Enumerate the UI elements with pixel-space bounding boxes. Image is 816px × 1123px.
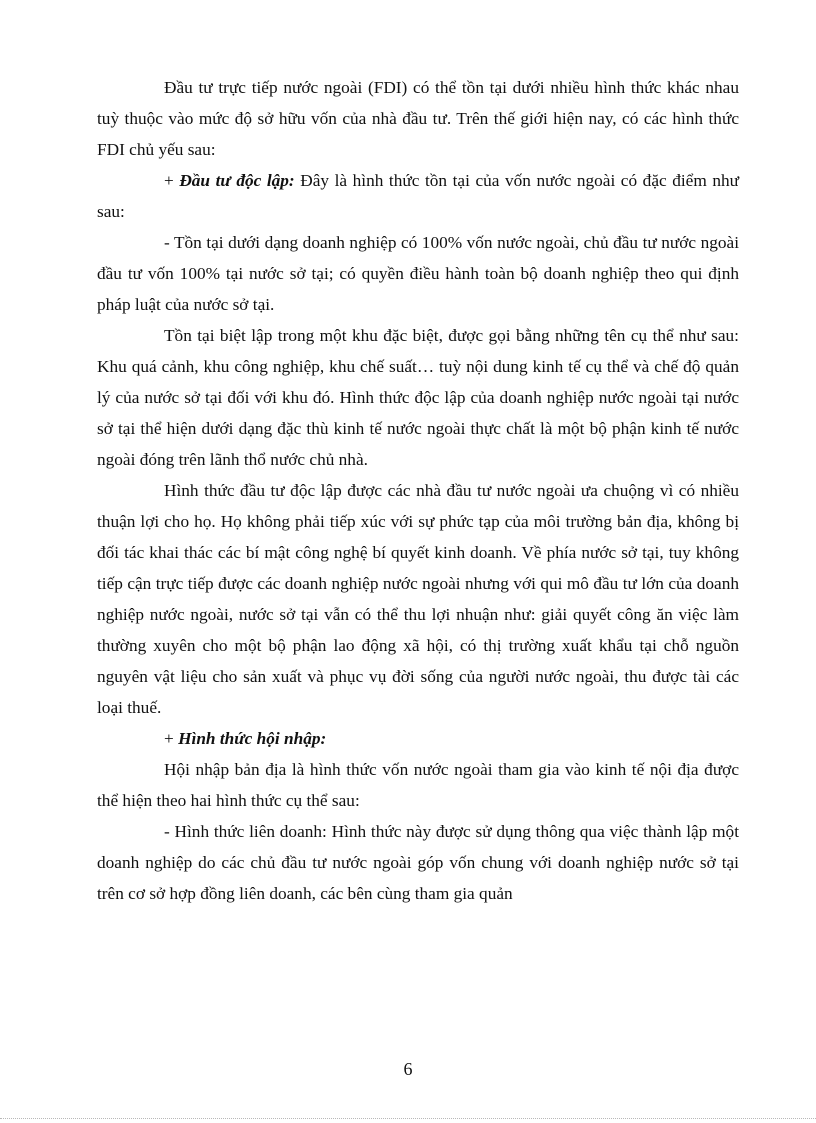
- paragraph-independent-benefits: Hình thức đầu tư độc lập được các nhà đầu tư nước ngoài ưa chuộng vì có nhiều thuận lợi cho họ. Họ không phải tiếp xúc với sự phức tạp của môi trường bản địa, không bị đối tác khai thác các bí mật công nghệ bí quyết kinh doanh. Về phía nước sở tại, tuy không tiếp cận trực tiếp được các doanh nghiệp nước ngoài nhưng với qui mô đầu tư lớn của doanh nghiệp nước ngoài, nước sở tại vẫn có thể thu lợi nhuận như: giải quyết công ăn việc làm thường xuyên cho một bộ phận lao động xã hội, có thị trường xuất khẩu tại chỗ nguồn nguyên vật liệu cho sản xuất và phục vụ đời sống của người nước ngoài, thu được tài các loại thuế.: [97, 481, 739, 717]
- paragraph-joint-venture: - Hình thức liên doanh: Hình thức này được sử dụng thông qua việc thành lập một doanh nghiệp do các chủ đầu tư nước ngoài góp vốn chung với doanh nghiệp nước sở tại trên cơ sở hợp đồng liên doanh, các bên cùng tham gia quản: [97, 822, 739, 903]
- body-text: [97, 72, 739, 909]
- paragraph-special-zones: Tồn tại biệt lập trong một khu đặc biệt, được gọi bằng những tên cụ thể như sau: Khu quá cảnh, khu công nghiệp, khu chế suất… tuỳ nội dung kinh tế cụ thể và chế độ quản lý của nước sở tại đối với khu đó. Hình thức độc lập của doanh nghiệp nước ngoài tại nước sở tại thể hiện dưới dạng đặc thù kinh tế nước ngoài thực chất là một bộ phận kinh tế nước ngoài đóng trên lãnh thổ nước chủ nhà.: [97, 326, 739, 469]
- bullet-prefix: +: [164, 171, 180, 190]
- heading-independent-investment: Đầu tư độc lập:: [179, 171, 295, 190]
- bullet-prefix: +: [164, 729, 179, 748]
- paragraph-100-percent-foreign: - Tồn tại dưới dạng doanh nghiệp có 100% vốn nước ngoài, chủ đầu tư nước ngoài đầu tư vốn 100% tại nước sở tại; có quyền điều hành toàn bộ doanh nghiệp theo qui định pháp luật của nước sở tại.: [97, 233, 739, 314]
- paragraph-integration-heading: [97, 723, 739, 754]
- heading-integration-form: Hình thức hội nhập:: [178, 729, 327, 748]
- page-number: 6: [403, 1059, 413, 1079]
- page-bottom-divider: [0, 1118, 816, 1119]
- paragraph-integration-intro: Hội nhập bản địa là hình thức vốn nước ngoài tham gia vào kinh tế nội địa được thể hiện theo hai hình thức cụ thể sau:: [97, 760, 739, 810]
- paragraph-independent-heading: [97, 165, 739, 227]
- paragraph-fdi-intro: Đầu tư trực tiếp nước ngoài (FDI) có thể tồn tại dưới nhiều hình thức khác nhau tuỳ thuộc vào mức độ sở hữu vốn của nhà đầu tư. Trên thế giới hiện nay, có các hình thức FDI chủ yếu sau:: [97, 78, 739, 159]
- independent-description: Đây là hình thức tồn tại của vốn nước ngoài có đặc điểm như sau:: [97, 171, 739, 221]
